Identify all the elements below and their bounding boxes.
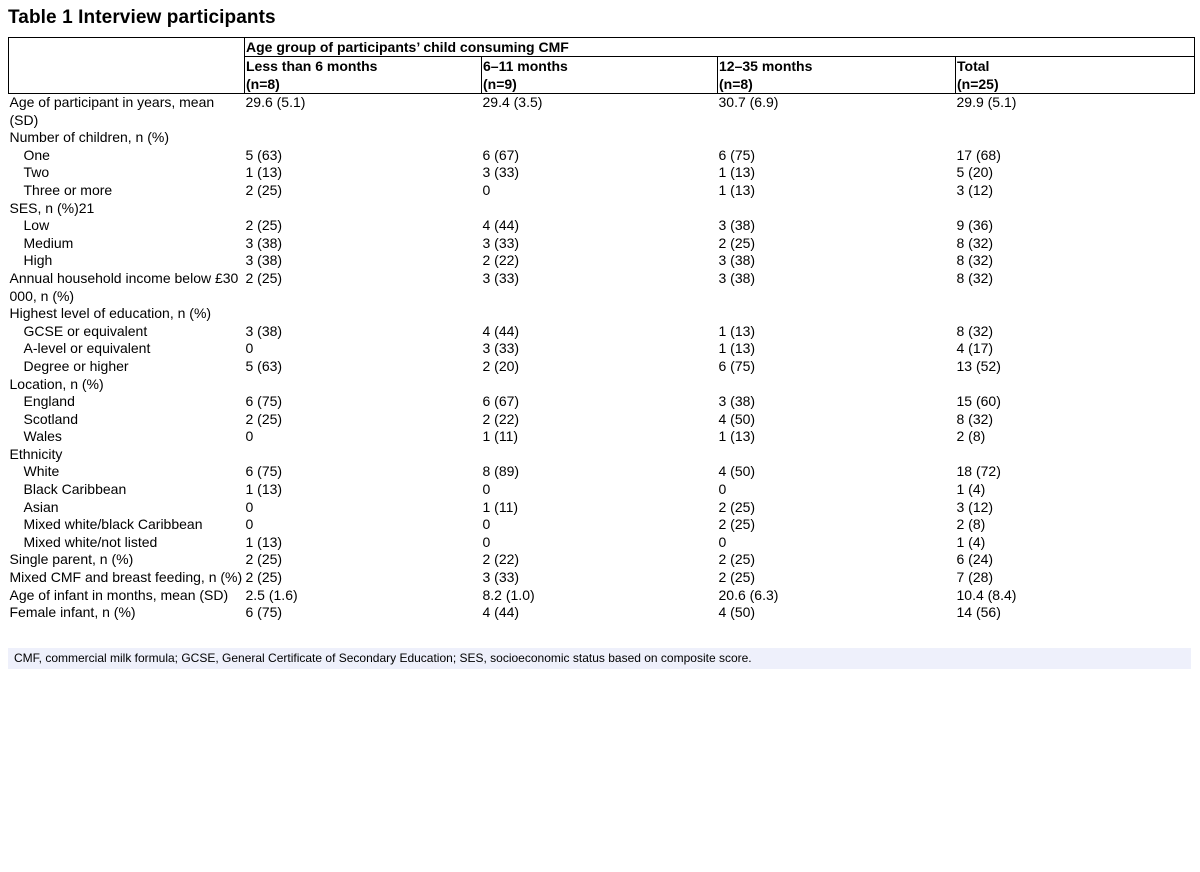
table-cell: 4 (17) bbox=[956, 340, 994, 357]
table-row bbox=[9, 481, 1195, 499]
table-cell: 2 (25) bbox=[245, 269, 283, 286]
table-cell: 3 (38) bbox=[718, 393, 756, 410]
table-row bbox=[9, 463, 1195, 481]
table-cell bbox=[718, 376, 956, 394]
table-cell: 3 (38) bbox=[245, 234, 283, 251]
row-label: Two bbox=[23, 164, 50, 181]
table-cell bbox=[956, 200, 1195, 218]
table-cell: 0 bbox=[482, 181, 491, 198]
table-cell: 6 (67) bbox=[482, 146, 520, 163]
row-label: GCSE or equivalent bbox=[23, 322, 148, 339]
table-cell: 0 bbox=[482, 516, 491, 533]
table-cell: 15 (60) bbox=[956, 393, 1001, 410]
column-header-n: (n=9) bbox=[483, 76, 517, 92]
row-label: Number of children, n (%) bbox=[9, 129, 170, 146]
row-label: Mixed white/black Caribbean bbox=[23, 516, 203, 533]
table-cell bbox=[245, 200, 482, 218]
table-row bbox=[9, 534, 1195, 552]
table-cell: 2 (25) bbox=[718, 551, 756, 568]
table-cell: 4 (44) bbox=[482, 322, 520, 339]
table-cell bbox=[482, 446, 718, 464]
table-cell: 0 bbox=[482, 533, 491, 550]
column-header-label: 6–11 months bbox=[483, 58, 568, 74]
table-cell: 8 (89) bbox=[482, 463, 520, 480]
table-cell: 18 (72) bbox=[956, 463, 1001, 480]
table-row bbox=[9, 270, 1195, 305]
table-cell bbox=[482, 376, 718, 394]
row-label: High bbox=[23, 252, 53, 269]
row-label: White bbox=[23, 463, 60, 480]
table-cell: 1 (13) bbox=[245, 533, 283, 550]
table-cell: 6 (75) bbox=[718, 146, 756, 163]
table-row bbox=[9, 516, 1195, 534]
table-row bbox=[9, 182, 1195, 200]
table-cell: 2 (25) bbox=[718, 569, 756, 586]
table-cell: 1 (4) bbox=[956, 481, 986, 498]
column-header bbox=[245, 57, 482, 94]
table-row bbox=[9, 323, 1195, 341]
table-row bbox=[9, 340, 1195, 358]
table-row bbox=[9, 358, 1195, 376]
table-row bbox=[9, 411, 1195, 429]
table-cell: 6 (75) bbox=[718, 357, 756, 374]
table-cell: 5 (63) bbox=[245, 357, 283, 374]
row-label: SES, n (%)21 bbox=[9, 199, 95, 216]
column-header bbox=[956, 57, 1195, 94]
table-cell bbox=[482, 305, 718, 323]
table-cell: 0 bbox=[245, 516, 254, 533]
table-row bbox=[9, 200, 1195, 218]
table-footnote: CMF, commercial milk formula; GCSE, General Certificate of Secondary Education; SES, socioeconomic status based on composite score. bbox=[8, 648, 1191, 669]
table-row bbox=[9, 499, 1195, 517]
row-label: Black Caribbean bbox=[23, 481, 127, 498]
row-label: Medium bbox=[23, 234, 74, 251]
table-cell: 8 (32) bbox=[956, 322, 994, 339]
group-header: Age group of participants’ child consuming CMF bbox=[245, 38, 1195, 57]
table-cell: 0 bbox=[718, 481, 727, 498]
table-cell: 4 (44) bbox=[482, 217, 520, 234]
column-header-label: Less than 6 months bbox=[246, 58, 378, 74]
table-cell: 1 (13) bbox=[718, 164, 756, 181]
row-label: Highest level of education, n (%) bbox=[9, 305, 212, 322]
row-label: Mixed CMF and breast feeding, n (%) bbox=[9, 569, 243, 586]
table-cell: 29.4 (3.5) bbox=[482, 94, 543, 110]
table-row bbox=[9, 94, 1195, 130]
table-row bbox=[9, 569, 1195, 587]
table-cell: 29.9 (5.1) bbox=[956, 94, 1017, 110]
row-label: Scotland bbox=[23, 410, 78, 427]
table-cell: 2 (25) bbox=[245, 217, 283, 234]
table-cell: 10.4 (8.4) bbox=[956, 586, 1017, 603]
table-cell: 2 (8) bbox=[956, 428, 986, 445]
table-cell: 6 (75) bbox=[245, 393, 283, 410]
table-cell: 1 (4) bbox=[956, 533, 986, 550]
table-cell: 8 (32) bbox=[956, 410, 994, 427]
table-cell bbox=[245, 305, 482, 323]
table-cell: 1 (11) bbox=[482, 498, 519, 515]
table-cell: 6 (24) bbox=[956, 551, 994, 568]
table-cell bbox=[718, 200, 956, 218]
row-label: England bbox=[23, 393, 75, 410]
table-cell: 17 (68) bbox=[956, 146, 1001, 163]
row-label: Single parent, n (%) bbox=[9, 551, 134, 568]
table-body bbox=[9, 94, 1195, 622]
table-cell: 1 (13) bbox=[718, 340, 756, 357]
table-cell: 3 (38) bbox=[718, 252, 756, 269]
row-label: One bbox=[23, 146, 50, 163]
table-cell: 2 (22) bbox=[482, 252, 520, 269]
table-cell: 0 bbox=[245, 498, 254, 515]
table-row bbox=[9, 305, 1195, 323]
table-cell: 0 bbox=[245, 428, 254, 445]
table-cell bbox=[718, 129, 956, 147]
row-label: Degree or higher bbox=[23, 357, 129, 374]
table-cell: 8 (32) bbox=[956, 252, 994, 269]
row-label-header bbox=[9, 38, 245, 94]
table-row bbox=[9, 428, 1195, 446]
table-cell: 3 (33) bbox=[482, 164, 520, 181]
table-cell: 2 (25) bbox=[718, 234, 756, 251]
table-cell: 20.6 (6.3) bbox=[718, 586, 779, 603]
table-row bbox=[9, 393, 1195, 411]
table-cell: 6 (67) bbox=[482, 393, 520, 410]
table-cell: 8.2 (1.0) bbox=[482, 586, 535, 603]
table-cell bbox=[718, 305, 956, 323]
table-cell: 7 (28) bbox=[956, 569, 994, 586]
table-cell: 3 (12) bbox=[956, 498, 994, 515]
table-cell: 2 (25) bbox=[718, 516, 756, 533]
table-cell: 2 (22) bbox=[482, 551, 520, 568]
table-title: Table 1 Interview participants bbox=[8, 7, 276, 28]
table-cell: 3 (33) bbox=[482, 340, 520, 357]
table-cell: 2 (25) bbox=[245, 569, 283, 586]
table-cell bbox=[956, 129, 1195, 147]
table-cell bbox=[245, 376, 482, 394]
table-row bbox=[9, 129, 1195, 147]
column-header-n: (n=8) bbox=[246, 76, 280, 92]
table-cell: 3 (33) bbox=[482, 234, 520, 251]
table-cell: 1 (13) bbox=[718, 322, 756, 339]
table-cell: 14 (56) bbox=[956, 604, 1001, 621]
table-row bbox=[9, 217, 1195, 235]
table-cell bbox=[482, 200, 718, 218]
row-label: Three or more bbox=[23, 181, 113, 198]
table-cell: 3 (38) bbox=[718, 217, 756, 234]
table-cell: 2 (25) bbox=[245, 551, 283, 568]
column-header-label: Total bbox=[957, 58, 990, 74]
table-cell: 5 (63) bbox=[245, 146, 283, 163]
table-row bbox=[9, 587, 1195, 605]
table-cell: 8 (32) bbox=[956, 269, 994, 286]
row-label: Location, n (%) bbox=[9, 375, 104, 392]
table-cell: 2 (20) bbox=[482, 357, 520, 374]
table-cell: 2 (8) bbox=[956, 516, 986, 533]
table-cell: 29.6 (5.1) bbox=[245, 94, 306, 110]
table-cell bbox=[956, 376, 1195, 394]
table-cell: 3 (38) bbox=[245, 252, 283, 269]
table-cell: 4 (50) bbox=[718, 463, 756, 480]
table-row bbox=[9, 252, 1195, 270]
participants-table bbox=[8, 37, 1195, 622]
table-cell: 8 (32) bbox=[956, 234, 994, 251]
table-cell: 4 (50) bbox=[718, 410, 756, 427]
row-label: Annual household income below £30 000, n (%) bbox=[9, 269, 239, 304]
table-cell: 6 (75) bbox=[245, 463, 283, 480]
table-cell: 1 (13) bbox=[718, 181, 756, 198]
column-header-n: (n=8) bbox=[719, 76, 753, 92]
table-cell: 3 (12) bbox=[956, 181, 994, 198]
table-cell: 0 bbox=[245, 340, 254, 357]
table-cell: 2 (25) bbox=[718, 498, 756, 515]
table-cell: 1 (13) bbox=[245, 164, 283, 181]
row-label: Wales bbox=[23, 428, 62, 445]
table-row bbox=[9, 164, 1195, 182]
row-label: Female infant, n (%) bbox=[9, 604, 136, 621]
table-row bbox=[9, 446, 1195, 464]
table-row bbox=[9, 551, 1195, 569]
table-cell: 3 (33) bbox=[482, 269, 520, 286]
table-cell: 2.5 (1.6) bbox=[245, 586, 298, 603]
table-cell: 3 (33) bbox=[482, 569, 520, 586]
table-cell: 3 (38) bbox=[718, 269, 756, 286]
table-cell: 4 (44) bbox=[482, 604, 520, 621]
row-label: A-level or equivalent bbox=[23, 340, 151, 357]
table-cell: 2 (22) bbox=[482, 410, 520, 427]
table-cell: 2 (25) bbox=[245, 181, 283, 198]
row-label: Ethnicity bbox=[9, 445, 63, 462]
table-cell: 1 (13) bbox=[718, 428, 756, 445]
table-cell: 5 (20) bbox=[956, 164, 994, 181]
table-cell: 0 bbox=[718, 533, 727, 550]
row-label: Low bbox=[23, 217, 50, 234]
table-cell bbox=[482, 129, 718, 147]
row-label: Mixed white/not listed bbox=[23, 533, 158, 550]
table-cell: 1 (11) bbox=[482, 428, 519, 445]
table-cell bbox=[245, 446, 482, 464]
table-row bbox=[9, 147, 1195, 165]
table-cell: 3 (38) bbox=[245, 322, 283, 339]
row-label: Asian bbox=[23, 498, 59, 515]
table-row bbox=[9, 235, 1195, 253]
table-cell: 30.7 (6.9) bbox=[718, 94, 779, 110]
table-cell: 2 (25) bbox=[245, 410, 283, 427]
table-cell: 1 (13) bbox=[245, 481, 283, 498]
table-row bbox=[9, 376, 1195, 394]
table-cell: 4 (50) bbox=[718, 604, 756, 621]
table-cell: 0 bbox=[482, 481, 491, 498]
table-cell: 13 (52) bbox=[956, 357, 1001, 374]
table-cell: 9 (36) bbox=[956, 217, 994, 234]
row-label: Age of infant in months, mean (SD) bbox=[9, 586, 229, 603]
row-label: Age of participant in years, mean (SD) bbox=[9, 94, 215, 128]
table-cell bbox=[956, 446, 1195, 464]
table-cell bbox=[956, 305, 1195, 323]
table-cell bbox=[718, 446, 956, 464]
column-header-n: (n=25) bbox=[957, 76, 999, 92]
table-row bbox=[9, 604, 1195, 622]
column-header bbox=[482, 57, 718, 94]
column-header bbox=[718, 57, 956, 94]
table-cell: 6 (75) bbox=[245, 604, 283, 621]
table-cell bbox=[245, 129, 482, 147]
column-header-label: 12–35 months bbox=[719, 58, 813, 74]
